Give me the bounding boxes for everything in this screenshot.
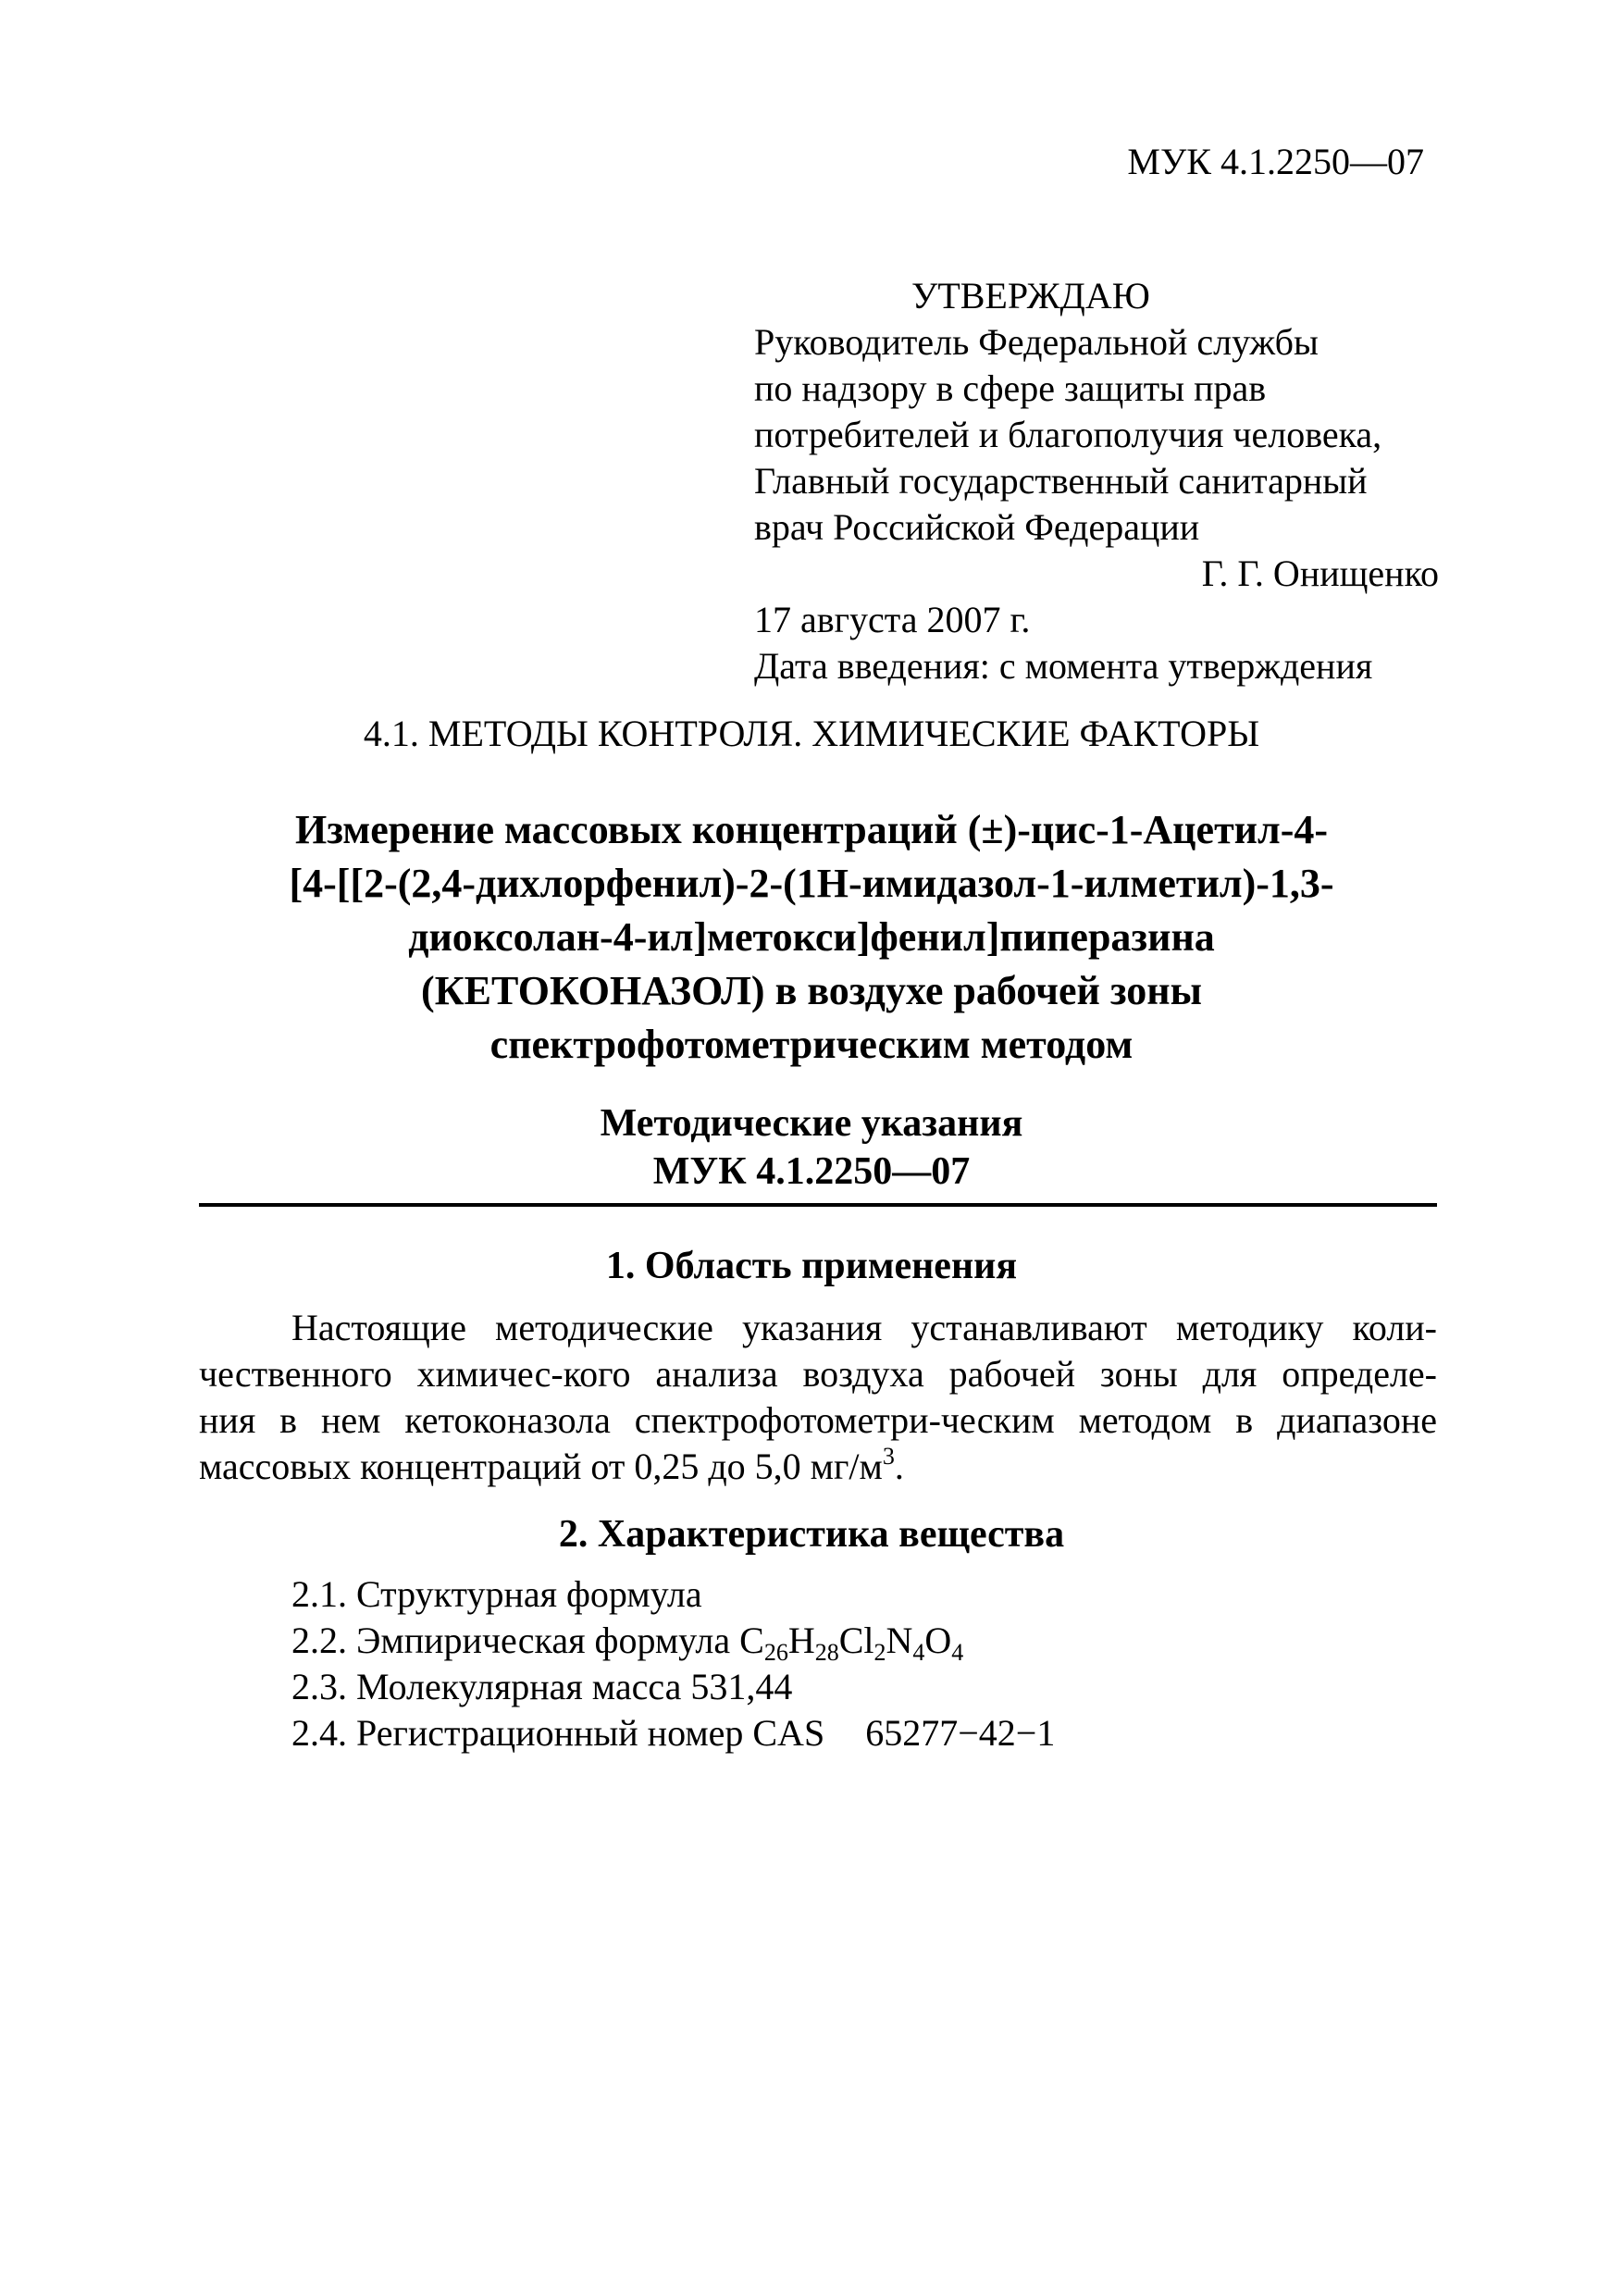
formula-subscript: 4 bbox=[912, 1639, 925, 1666]
chemical-formula bbox=[739, 1620, 964, 1666]
list-item-empirical-formula bbox=[291, 1618, 1402, 1664]
section-header: 4.1. МЕТОДЫ КОНТРОЛЯ. ХИМИЧЕСКИЕ ФАКТОРЫ bbox=[363, 713, 1260, 754]
list-item-cas-number bbox=[291, 1710, 1402, 1756]
horizontal-divider bbox=[199, 1203, 1437, 1207]
document-title bbox=[167, 803, 1456, 1072]
formula-subscript: 2 bbox=[873, 1639, 886, 1666]
approval-signer: Г. Г. Онищенко bbox=[1201, 552, 1439, 594]
formula-subscript: 4 bbox=[951, 1639, 964, 1666]
title-line: [4-[[2-(2,4-дихлорфенил)-2-(1Н-имидазол-1-илметил)-1,3- bbox=[289, 861, 1334, 906]
formula-element: H bbox=[787, 1620, 815, 1661]
formula-element: O bbox=[924, 1620, 952, 1661]
title-line: диоксолан-4-ил]метокси]фенил]пиперазина bbox=[408, 914, 1215, 960]
approval-date: 17 августа 2007 г. bbox=[754, 599, 1031, 640]
title-line: (КЕТОКОНАЗОЛ) в воздухе рабочей зоны bbox=[421, 968, 1202, 1013]
list-item-structural-formula: 2.1. Структурная формула bbox=[291, 1573, 702, 1615]
formula-subscript: 28 bbox=[814, 1639, 839, 1666]
formula-element: C bbox=[739, 1620, 764, 1661]
section-1-heading: 1. Область применения bbox=[605, 1245, 1018, 1287]
paragraph-text: массовых концентраций от 0,25 до 5,0 мг/м bbox=[199, 1446, 883, 1487]
paragraph-line: ния в нем кетоконазола спектрофотометри-ческим методом в диапазоне bbox=[199, 1399, 1437, 1441]
formula-element: Cl bbox=[838, 1620, 874, 1661]
subtitle-code: МУК 4.1.2250—07 bbox=[652, 1150, 971, 1193]
subtitle-type: Методические указания bbox=[600, 1102, 1023, 1145]
list-item-molecular-mass: 2.3. Молекулярная масса 531,44 bbox=[291, 1666, 793, 1707]
paragraph-line: Настоящие методические указания устанавливают методику коли- bbox=[291, 1307, 1437, 1348]
approval-line: по надзору в сфере защиты прав bbox=[754, 367, 1267, 409]
paragraph-period: . bbox=[894, 1446, 904, 1487]
cas-number: 65277−42−1 bbox=[865, 1712, 1056, 1754]
approval-line: Руководитель Федеральной службы bbox=[754, 321, 1319, 363]
formula-element: N bbox=[886, 1620, 913, 1661]
approval-title: УТВЕРЖДАЮ bbox=[911, 275, 1150, 316]
title-line: спектрофотометрическим методом bbox=[489, 1022, 1134, 1067]
paragraph-line bbox=[199, 1444, 1437, 1490]
formula-subscript: 26 bbox=[763, 1639, 788, 1666]
approval-line: потребителей и благополучия человека, bbox=[754, 414, 1382, 455]
section-2-heading: 2. Характеристика вещества bbox=[558, 1513, 1065, 1556]
document-subtitle bbox=[167, 1099, 1456, 1196]
cas-label: 2.4. Регистрационный номер CAS bbox=[291, 1712, 825, 1754]
title-line: Измерение массовых концентраций (±)-цис-1-Ацетил-4- bbox=[294, 807, 1329, 852]
approval-line: врач Российской Федерации bbox=[754, 506, 1200, 548]
document-code: МУК 4.1.2250—07 bbox=[1127, 141, 1424, 182]
superscript-exponent: 3 bbox=[882, 1443, 895, 1470]
empirical-formula-label: 2.2. Эмпирическая формула bbox=[291, 1620, 740, 1661]
section-2-list bbox=[291, 1571, 1402, 1756]
introduction-date: Дата введения: с момента утверждения bbox=[754, 645, 1373, 687]
approval-line: Главный государственный санитарный bbox=[754, 460, 1368, 502]
approval-block bbox=[754, 273, 1439, 689]
section-1-paragraph bbox=[199, 1305, 1437, 1490]
paragraph-line: чественного химичес-кого анализа воздуха рабочей зоны для определе- bbox=[199, 1353, 1437, 1395]
